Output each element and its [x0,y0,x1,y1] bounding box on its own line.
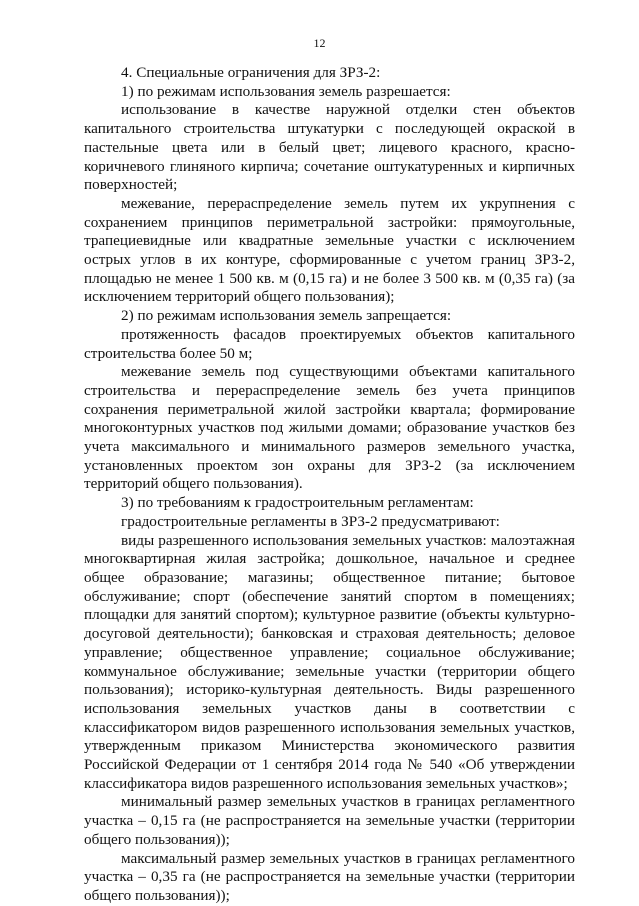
paragraph-facade-finishing: использование в качестве наружной отделки стен объектов капитального строительства штукатурки с последующей окраской в пастельные цвета или в белый цвет; лицевого красного, красно-коричневого глиняного кирпича; сочетание оштукатуренных и кирпичных поверхностей; [84,101,575,194]
paragraph-facade-length: протяженность фасадов проектируемых объектов капитального строительства более 50 м; [84,325,575,362]
paragraph-land-surveying: межевание, перераспределение земель путем их укрупнения с сохранением принципов периметральной застройки: прямоугольные, трапециевидные или квадратные земельные участки с исключением острых углов в их контуре, сформированные с учетом границ ЗРЗ-2, площадью не менее 1 500 кв. м (0,15 га) и не более 3 500 кв. м (0,35 га) (за исключением территорий общего пользования); [84,194,575,306]
paragraph-minimum-size: минимальный размер земельных участков в границах регламентного участка – 0,15 га (не распространяется на земельные участки (территории общего пользования)); [84,793,575,848]
paragraph-maximum-size: максимальный размер земельных участков в границах регламентного участка – 0,35 га (не распространяется на земельные участки (территории общего пользования)); [84,849,575,904]
paragraph-permitted-heading: 1) по режимам использования земель разрешается: [121,82,451,100]
paragraph-permitted-uses: виды разрешенного использования земельных участков: малоэтажная многоквартирная жилая застройка; дошкольное, начальное и среднее общее образование; магазины; общественное питание; бытовое обслуживание; спорт (обеспечение занятий спортом в помещениях; площадки для занятий спортом); культурное развитие (объекты культурно-досуговой деятельности); банковская и страховая деятельность; деловое управление; общественное управление; социальное обслуживание; коммунальное обслуживание; земельные участки (территории общего пользования); историко-культурная деятельность. Виды разрешенного использования земельных участков даны в соответствии с классификатором видов разрешенного использования земельных участков, утвержденным приказом Министерства экономического развития Российской Федерации от 1 сентября 2014 года № 540 «Об утверждении классификатора видов разрешенного использования земельных участков»; [84,531,575,792]
paragraph-prohibited-heading: 2) по режимам использования земель запрещается: [121,307,452,325]
paragraph-regulations-heading: 3) по требованиям к градостроительным регламентам: [121,494,474,512]
paragraph-surveying-prohibition: межевание земель под существующими объектами капитального строительства и перераспределение земель без учета принципов сохранения периметральной жилой застройки квартала; формирование многоконтурных участков под жилыми домами; образование участков без учета максимального и минимального размеров земельного участка, установленных проектом зон охраны для ЗРЗ-2 (за исключением территорий общего пользования). [84,363,575,493]
page-number: 12 [313,36,326,50]
paragraph-section-heading: 4. Специальные ограничения для ЗРЗ-2: [121,64,381,81]
paragraph-regulations-intro: градостроительные регламенты в ЗРЗ-2 предусматривают: [121,512,500,530]
document-body [84,64,575,906]
